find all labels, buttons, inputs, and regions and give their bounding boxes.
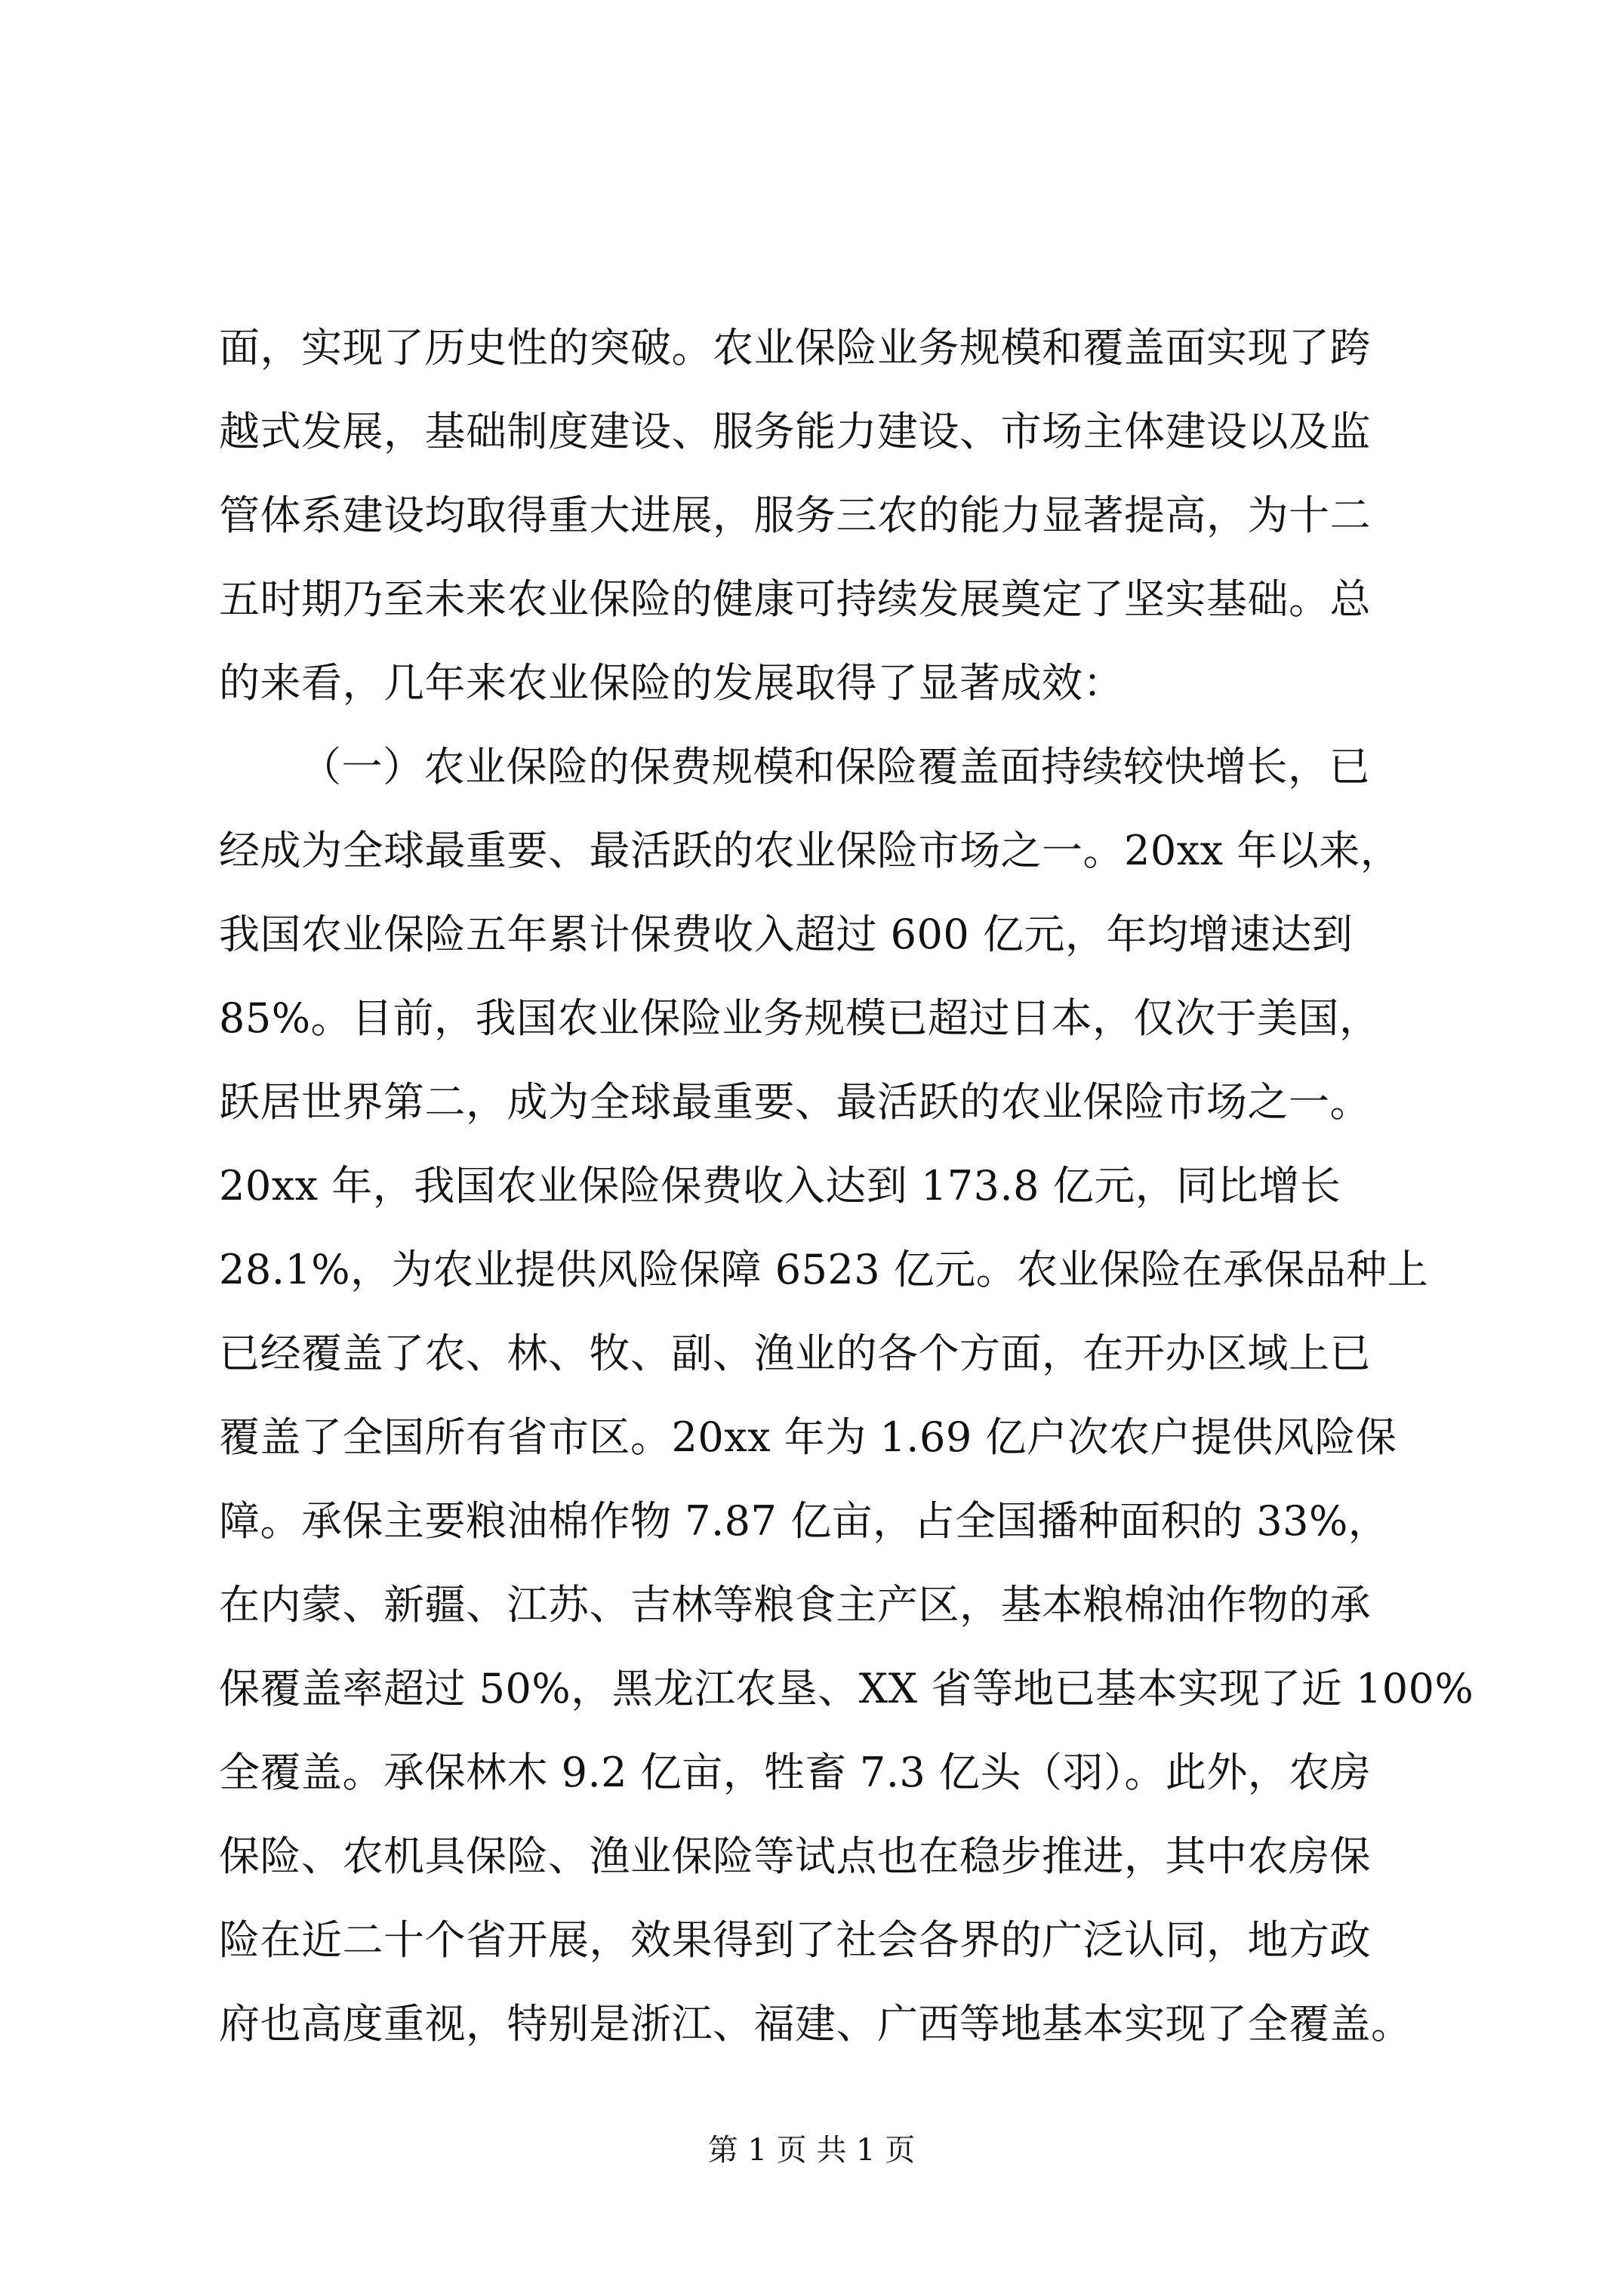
text-line: 我国农业保险五年累计保费收入超过 600 亿元，年均增速达到 (219, 911, 1354, 958)
text-line: 险在近二十个省开展，效果得到了社会各界的广泛认同，地方政 (219, 1916, 1371, 1964)
text-line: 府也高度重视，特别是浙江、福建、广西等地基本实现了全覆盖。 (219, 2000, 1412, 2048)
page-footer: 第 1 页 共 1 页 (707, 2133, 916, 2168)
text-line: 28.1%，为农业提供风险保障 6523 亿元。农业保险在承保品种上 (219, 1246, 1429, 1293)
text-line: 管体系建设均取得重大进展，服务三农的能力显著提高，为十二 (219, 492, 1371, 539)
text-line: 障。承保主要粮油棉作物 7.87 亿亩，占全国播种面积的 33%， (219, 1497, 1390, 1545)
text-line: 的来看，几年来农业保险的发展取得了显著成效： (219, 659, 1124, 707)
text-line: 越式发展，基础制度建设、服务能力建设、市场主体建设以及监 (219, 408, 1371, 455)
document-body (219, 306, 1474, 2066)
text-line: 经成为全球最重要、最活跃的农业保险市场之一。20xx 年以来， (219, 827, 1402, 874)
text-line: 五时期乃至未来农业保险的健康可持续发展奠定了坚实基础。总 (219, 575, 1371, 623)
text-line: 85%。目前，我国农业保险业务规模已超过日本，仅次于美国， (219, 994, 1381, 1042)
text-line: 覆盖了全国所有省市区。20xx 年为 1.69 亿户次农户提供风险保 (219, 1413, 1397, 1461)
text-line: 保覆盖率超过 50%，黑龙江农垦、XX 省等地已基本实现了近 100% (219, 1665, 1474, 1712)
text-line: 已经覆盖了农、林、牧、副、渔业的各个方面，在开办区域上已 (219, 1330, 1371, 1377)
text-line: 20xx 年，我国农业保险保费收入达到 173.8 亿元，同比增长 (219, 1162, 1341, 1210)
text-line: 保险、农机具保险、渔业保险等试点也在稳步推进，其中农房保 (219, 1832, 1371, 1880)
text-line: 跃居世界第二，成为全球最重要、最活跃的农业保险市场之一。 (219, 1078, 1371, 1126)
text-line: （一）农业保险的保费规模和保险覆盖面持续较快增长，已 (300, 743, 1370, 791)
text-line: 面，实现了历史性的突破。农业保险业务规模和覆盖面实现了跨 (219, 324, 1371, 371)
text-line: 全覆盖。承保林木 9.2 亿亩，牲畜 7.3 亿头（羽）。此外，农房 (219, 1749, 1372, 1796)
text-line: 在内蒙、新疆、江苏、吉林等粮食主产区，基本粮棉油作物的承 (219, 1581, 1371, 1629)
